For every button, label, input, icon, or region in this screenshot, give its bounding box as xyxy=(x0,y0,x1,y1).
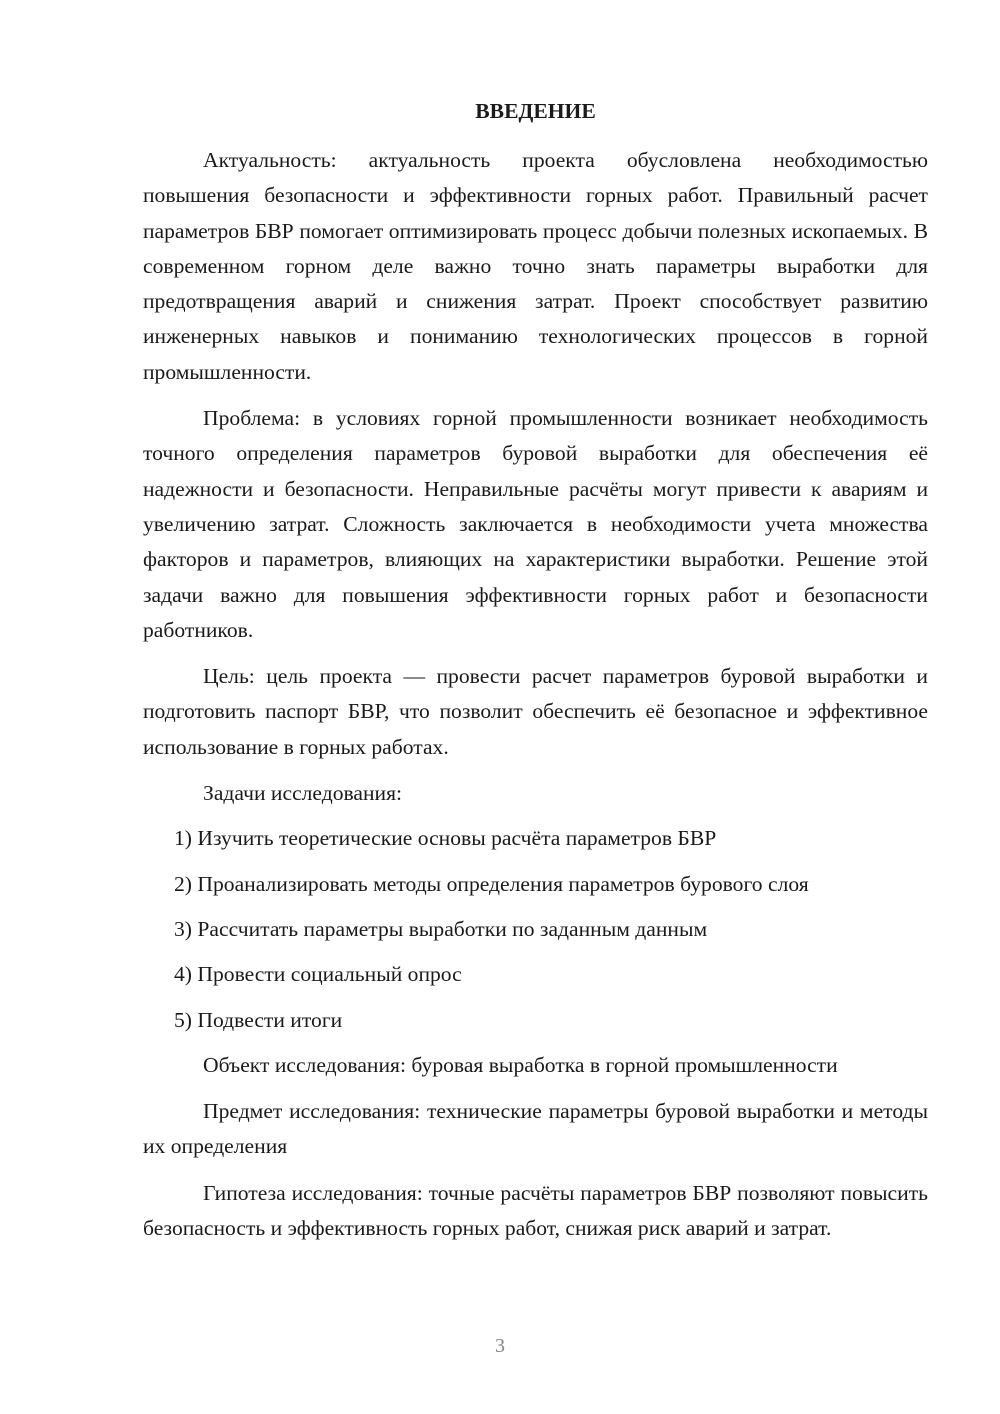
task-item: 4) Провести социальный опрос xyxy=(174,962,462,987)
page-title: ВВЕДЕНИЕ xyxy=(475,99,596,123)
hypothesis-paragraph: Гипотеза исследования: точные расчёты параметров БВР позволяют повысить безопасность и эффективность горных работ, снижая риск аварий и затрат. xyxy=(143,1180,928,1241)
problem-paragraph: Проблема: в условиях горной промышленности возникает необходимость точного определения параметров буровой выработки для обеспечения её надежности и безопасности. Неправильные расчёты могут привести к авариям и увеличению затрат. Сложность заключается в необходимости учета множества факторов и параметров, влияющих на характеристики выработки. Решение этой задачи важно для повышения эффективности горных работ и безопасности работников. xyxy=(143,406,928,642)
task-item: 5) Подвести итоги xyxy=(174,1007,343,1032)
tasks-heading: Задачи исследования: xyxy=(203,781,403,806)
task-item: 1) Изучить теоретические основы расчёта параметров БВР xyxy=(174,826,717,851)
object-paragraph: Объект исследования: буровая выработка в горной промышленности xyxy=(203,1052,838,1077)
subject-paragraph: Предмет исследования: технические параметры буровой выработки и методы их определения xyxy=(143,1099,928,1159)
page-content xyxy=(143,94,928,1257)
goal-paragraph: Цель: цель проекта — провести расчет параметров буровой выработки и подготовить паспорт БВР, что позволит обеспечить её безопасное и эффективное использование в горных работах. xyxy=(143,664,928,759)
page-number: 3 xyxy=(495,1335,505,1357)
task-item: 2) Проанализировать методы определения параметров бурового слоя xyxy=(174,871,809,896)
task-list xyxy=(143,821,928,1037)
task-item: 3) Рассчитать параметры выработки по заданным данным xyxy=(174,916,708,941)
relevance-paragraph: Актуальность: актуальность проекта обусловлена необходимостью повышения безопасности и эффективности горных работ. Правильный расчет параметров БВР помогает оптимизировать процесс добычи полезных ископаемых. В современном горном деле важно точно знать параметры выработки для предотвращения аварий и снижения затрат. Проект способствует развитию инженерных навыков и пониманию технологических процессов в горной промышленности. xyxy=(143,148,928,384)
